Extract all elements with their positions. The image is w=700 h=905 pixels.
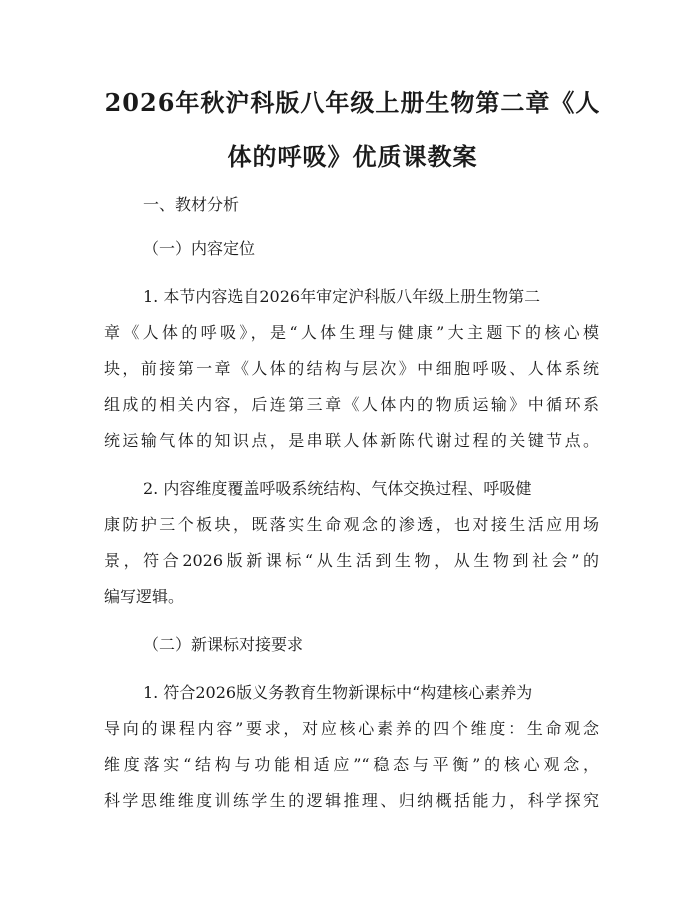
paragraph-2-line-3: 景，符合2026版新课标“从生活到生物，从生物到社会”的 — [104, 551, 599, 570]
paragraph-1-line-4: 组成的相关内容，后连第三章《人体内的物质运输》中循环系 — [104, 395, 599, 414]
paragraph-1-line-5: 统运输气体的知识点，是串联人体新陈代谢过程的关键节点。 — [104, 431, 599, 450]
paragraph-2-line-4: 编写逻辑。 — [104, 587, 185, 606]
paragraph-3-line-1: 1. 符合2026版义务教育生物新课标中“构建核心素养为 — [143, 683, 533, 702]
document-title — [95, 76, 610, 184]
paragraph-1-line-3: 块，前接第一章《人体的结构与层次》中细胞呼吸、人体系统 — [104, 359, 599, 378]
paragraph-3-line-3: 维度落实“结构与功能相适应”“稳态与平衡”的核心观念， — [104, 755, 599, 774]
title-line-1: 2026年秋沪科版八年级上册生物第二章《人 — [104, 88, 601, 117]
paragraph-1-line-1: 1. 本节内容选自2026年审定沪科版八年级上册生物第二 — [143, 287, 541, 306]
subsection-heading-1: （一）内容定位 — [143, 239, 256, 258]
section-heading-1: 一、教材分析 — [143, 195, 240, 214]
paragraph-2-line-1: 2. 内容维度覆盖呼吸系统结构、气体交换过程、呼吸健 — [143, 479, 532, 498]
paragraph-3-line-4: 科学思维维度训练学生的逻辑推理、归纳概括能力，科学探究 — [104, 791, 599, 810]
title-line-2: 体的呼吸》优质课教案 — [227, 142, 478, 171]
subsection-heading-2: （二）新课标对接要求 — [143, 635, 304, 654]
paragraph-1-line-2: 章《人体的呼吸》，是“人体生理与健康”大主题下的核心模 — [104, 323, 599, 342]
paragraph-3-line-2: 导向的课程内容”要求，对应核心素养的四个维度：生命观念 — [104, 719, 599, 738]
paragraph-2-line-2: 康防护三个板块，既落实生命观念的渗透，也对接生活应用场 — [104, 515, 599, 534]
